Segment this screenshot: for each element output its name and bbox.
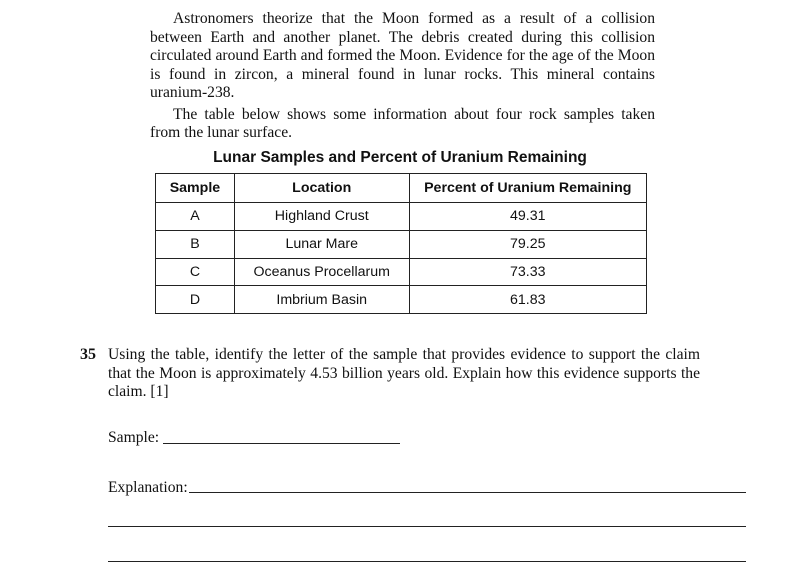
- explanation-answer-line[interactable]: [108, 561, 746, 562]
- cell-location: Oceanus Procellarum: [234, 258, 409, 286]
- cell-percent: 79.25: [409, 230, 646, 258]
- cell-location: Lunar Mare: [234, 230, 409, 258]
- table-title: Lunar Samples and Percent of Uranium Remaining: [213, 149, 587, 166]
- cell-percent: 49.31: [409, 203, 646, 231]
- table-row: [156, 230, 647, 258]
- cell-location: Imbrium Basin: [234, 286, 409, 314]
- table-row: [156, 258, 647, 286]
- passage-paragraph-2: The table below shows some information about four rock samples taken from the lunar surface.: [150, 105, 655, 141]
- explanation-answer-line[interactable]: [108, 526, 746, 527]
- header-percent-uranium: Percent of Uranium Remaining: [409, 174, 646, 203]
- table-row: [156, 286, 647, 314]
- question-35: [80, 346, 700, 402]
- cell-location: Highland Crust: [234, 203, 409, 231]
- header-location: Location: [234, 174, 409, 203]
- header-sample: Sample: [156, 174, 235, 203]
- table-row: [156, 203, 647, 231]
- cell-sample: B: [156, 230, 235, 258]
- question-text: Using the table, identify the letter of the sample that provides evidence to support the claim that the Moon is approximately 4.53 billion years old. Explain how this evidence supports the claim. [1]: [108, 346, 700, 400]
- cell-percent: 73.33: [409, 258, 646, 286]
- explanation-answer-line[interactable]: [189, 492, 746, 493]
- cell-percent: 61.83: [409, 286, 646, 314]
- sample-answer-line[interactable]: [163, 443, 400, 444]
- table-header-row: [156, 174, 647, 203]
- cell-sample: A: [156, 203, 235, 231]
- question-number: 35: [80, 346, 96, 363]
- cell-sample: D: [156, 286, 235, 314]
- sample-label: Sample:: [108, 429, 160, 446]
- lunar-samples-table: [155, 173, 647, 314]
- cell-sample: C: [156, 258, 235, 286]
- reading-passage: [150, 10, 655, 146]
- explanation-label: Explanation:: [108, 479, 188, 496]
- passage-paragraph-1: Astronomers theorize that the Moon formed as a result of a collision between Earth and another planet. The debris created during this collision circulated around Earth and formed the Moon. Evidence for the age of the Moon is found in zircon, a mineral found in lunar rocks. This mineral contains uranium-238.: [150, 10, 655, 101]
